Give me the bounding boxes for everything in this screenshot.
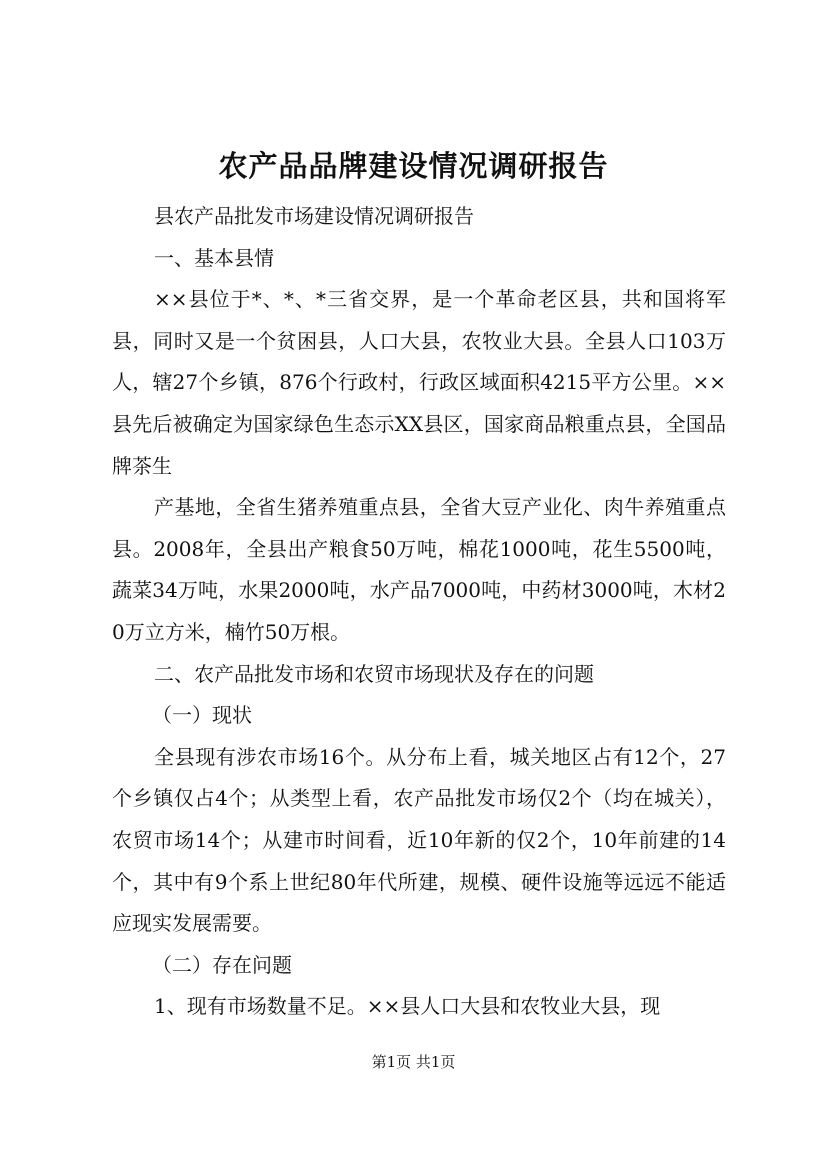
paragraph-market-count: 全县现有涉农市场16个。从分布上看，城关地区占有12个，27个乡镇仅占4个；从类型上看，农产品批发市场仅2个（均在城关），农贸市场14个；从建市时间看，近10年新的仅2个，10年前建的14个，其中有9个系上世纪80年代所建，规模、硬件设施等远远不能适应现实发展需要。 [112,744,726,936]
paragraph-county-overview: ××县位于*、*、*三省交界，是一个革命老区县，共和国将军县，同时又是一个贫困县，人口大县，农牧业大县。全县人口103万人，辖27个乡镇，876个行政村，行政区域面积4215平方公里。××县先后被确定为国家绿色生态示XX县区，国家商品粮重点县，全国品牌茶生 [112,287,726,478]
paragraph-subtitle: 县农产品批发市场建设情况调研报告 [154,204,474,228]
heading-current-status: （一）现状 [152,703,252,728]
paragraph-problem-one: 1、现有市场数量不足。××县人口大县和农牧业大县，现 [154,994,661,1019]
document-title: 农产品品牌建设情况调研报告 [218,149,609,183]
heading-market-status: 二、农产品批发市场和农贸市场现状及存在的问题 [154,661,594,686]
page-footer: 第1页 共1页 [371,1053,456,1071]
heading-problems: （二）存在问题 [152,952,292,977]
paragraph-production-base: 产基地，全省生猪养殖重点县，全省大豆产业化、肉牛养殖重点县。2008年，全县出产粮食50万吨，棉花1000吨，花生5500吨，蔬菜34万吨，水果2000吨，水产品7000吨，中药材3000吨，木材20万立方米，楠竹50万根。 [112,495,726,644]
heading-basic-info: 一、基本县情 [154,245,274,270]
document-body [112,196,726,1028]
